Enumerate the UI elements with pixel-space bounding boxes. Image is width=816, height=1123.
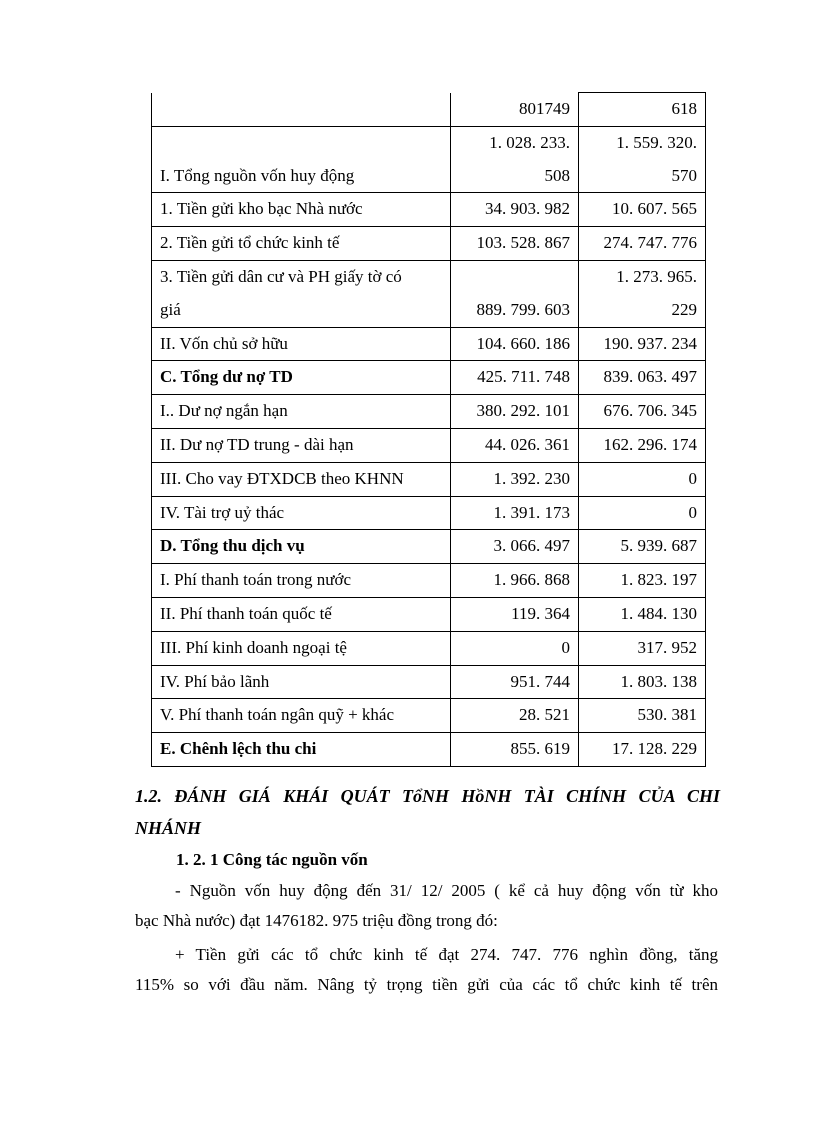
- table-row: [152, 327, 706, 361]
- table-row: [152, 530, 706, 564]
- paragraph-2-line1: + Tiền gửi các tổ chức kinh tế đạt 274. 747. 776 nghìn đồng, tăng: [175, 945, 718, 964]
- value-2004: [451, 93, 579, 127]
- value-2005-text: 0: [688, 502, 697, 522]
- row-label: [152, 665, 451, 699]
- row-label-text: III. Cho vay ĐTXDCB theo KHNN: [160, 468, 404, 488]
- value-2004-text: 951. 744: [510, 671, 570, 691]
- value-2004-text: 28. 521: [519, 705, 570, 725]
- value-2004: [451, 428, 579, 462]
- value-2004: [451, 699, 579, 733]
- value-2005-text: 530. 381: [637, 705, 697, 725]
- value-2004-text: 380. 292. 101: [476, 401, 570, 421]
- value-2005: [579, 699, 706, 733]
- value-2004-text: 3. 066. 497: [493, 536, 570, 556]
- subsection-heading: 1. 2. 1 Công tác nguồn vốn: [176, 850, 368, 869]
- row-label: [152, 361, 451, 395]
- table-row: [152, 631, 706, 665]
- table-row: [152, 665, 706, 699]
- table-row: [152, 227, 706, 261]
- row-label-line2: giá: [160, 299, 181, 319]
- value-2004: [451, 564, 579, 598]
- value-2005-text: 5. 939. 687: [620, 536, 697, 556]
- value-2004-text: 119. 364: [511, 603, 570, 623]
- value-2005-line2: 229: [671, 299, 697, 319]
- paragraph-2: [135, 940, 718, 1000]
- row-label-text: III. Phí kinh doanh ngoại tệ: [160, 637, 347, 657]
- row-label-text: IV. Tài trợ uỷ thác: [160, 502, 285, 522]
- value-2005-text: 274. 747. 776: [603, 233, 697, 253]
- row-label: [152, 227, 451, 261]
- value-2004: [451, 733, 579, 767]
- value-2005-text: 0: [688, 468, 697, 488]
- row-label: [152, 126, 451, 193]
- row-label: [152, 733, 451, 767]
- value-2005-text: 17. 128. 229: [612, 739, 697, 759]
- section-heading-line2: NHÁNH: [135, 818, 202, 838]
- value-2005-text: 317. 952: [637, 637, 697, 657]
- row-label-text: C. Tổng dư nợ TD: [160, 367, 293, 387]
- value-2005: [579, 597, 706, 631]
- value-2004-text: 0: [561, 637, 570, 657]
- table-row: [152, 395, 706, 429]
- value-2005: [579, 564, 706, 598]
- value-2005: [579, 428, 706, 462]
- paragraph-1-line1: - Nguồn vốn huy động đến 31/ 12/ 2005 ( kể cả huy động vốn từ kho: [175, 881, 718, 900]
- row-label-line1: 3. Tiền gửi dân cư và PH giấy tờ có: [160, 266, 402, 286]
- row-label: [152, 193, 451, 227]
- value-2004: [451, 361, 579, 395]
- section-heading-line1: 1.2. ĐÁNH GIÁ KHÁI QUÁT TổNH HồNH TÀI CHÍNH CỦA CHI: [135, 786, 720, 806]
- row-label-text: D. Tổng thu dịch vụ: [160, 536, 305, 556]
- paragraph-1-line2: bạc Nhà nước) đạt 1476182. 975 triệu đồng trong đó:: [135, 911, 498, 930]
- value-2004: [451, 530, 579, 564]
- row-label: [152, 260, 451, 327]
- value-2005-line1: 1. 273. 965.: [616, 266, 697, 286]
- value-2004: [451, 631, 579, 665]
- row-label-text: II. Vốn chủ sở hữu: [160, 333, 288, 353]
- table-row: [152, 564, 706, 598]
- table-row: [152, 260, 706, 327]
- value-2005: [579, 395, 706, 429]
- row-label: [152, 395, 451, 429]
- table-row: [152, 361, 706, 395]
- row-label: [152, 428, 451, 462]
- value-2005-text: 676. 706. 345: [603, 401, 697, 421]
- value-2005-text: 190. 937. 234: [603, 333, 697, 353]
- value-2004: [451, 260, 579, 327]
- table-row: [152, 496, 706, 530]
- value-2004: [451, 126, 579, 193]
- row-label: [152, 530, 451, 564]
- row-label: [152, 93, 451, 127]
- value-2004: [451, 496, 579, 530]
- value-2004-line1: 1. 028. 233.: [489, 132, 570, 152]
- table-row: [152, 462, 706, 496]
- row-label: [152, 597, 451, 631]
- row-label-text: I.. Dư nợ ngắn hạn: [160, 401, 288, 421]
- paragraph-1: [135, 876, 718, 936]
- value-2004: [451, 462, 579, 496]
- value-2004: [451, 395, 579, 429]
- value-2005-text: 1. 484. 130: [620, 603, 697, 623]
- value-2005: [579, 665, 706, 699]
- row-label: [152, 496, 451, 530]
- value-2004-text: 103. 528. 867: [476, 233, 570, 253]
- value-2005-line2: 570: [671, 165, 697, 185]
- value-2004-text: 1. 392. 230: [493, 468, 570, 488]
- value-2004-text: 104. 660. 186: [476, 333, 570, 353]
- value-2005-text: 10. 607. 565: [612, 199, 697, 219]
- value-2005: [579, 327, 706, 361]
- row-label-text: E. Chênh lệch thu chi: [160, 739, 317, 759]
- row-label: [152, 327, 451, 361]
- value-2004-text: 801749: [519, 99, 570, 118]
- table-row: [152, 597, 706, 631]
- row-label-text: IV. Phí bảo lãnh: [160, 671, 270, 691]
- value-2005: [579, 227, 706, 261]
- value-2004-line2: 508: [544, 165, 570, 185]
- value-2005-text: 1. 803. 138: [620, 671, 697, 691]
- value-2004: [451, 597, 579, 631]
- paragraph-2-line2: 115% so với đầu năm. Nâng tỷ trọng tiền gửi của các tổ chức kinh tế trên: [135, 975, 718, 994]
- value-2004: [451, 327, 579, 361]
- row-label: [152, 564, 451, 598]
- section-heading: [135, 780, 720, 844]
- table-row: [152, 733, 706, 767]
- row-label-text: 1. Tiền gửi kho bạc Nhà nước: [160, 199, 363, 219]
- value-2005: [579, 361, 706, 395]
- value-2005-text: 1. 823. 197: [620, 570, 697, 590]
- value-2004-text: 425. 711. 748: [477, 367, 570, 387]
- financial-table: [151, 92, 706, 767]
- row-label-text: 2. Tiền gửi tổ chức kinh tế: [160, 233, 340, 253]
- value-2004-text: 1. 391. 173: [493, 502, 570, 522]
- row-label-text: I. Phí thanh toán trong nước: [160, 570, 352, 590]
- value-2005-line1: 1. 559. 320.: [616, 132, 697, 152]
- row-label: [152, 462, 451, 496]
- value-2004-text: 34. 903. 982: [485, 199, 570, 219]
- value-2004-text: 44. 026. 361: [485, 434, 570, 454]
- row-label-text: II. Phí thanh toán quốc tế: [160, 603, 332, 623]
- value-2004: [451, 227, 579, 261]
- value-2004-text: 889. 799. 603: [476, 299, 570, 319]
- value-2004: [451, 665, 579, 699]
- value-2005-text: 618: [671, 99, 697, 118]
- row-label: [152, 631, 451, 665]
- table-row: [152, 699, 706, 733]
- table-row: [152, 126, 706, 193]
- value-2005-text: 162. 296. 174: [603, 434, 697, 454]
- table-row: [152, 93, 706, 127]
- table-row: [152, 428, 706, 462]
- row-label-text: I. Tổng nguồn vốn huy động: [160, 165, 355, 185]
- value-2005: [579, 126, 706, 193]
- value-2005: [579, 260, 706, 327]
- value-2005: [579, 631, 706, 665]
- value-2005: [579, 93, 706, 127]
- value-2004: [451, 193, 579, 227]
- value-2005: [579, 530, 706, 564]
- value-2005: [579, 193, 706, 227]
- value-2004-text: 855. 619: [510, 739, 570, 759]
- row-label: [152, 699, 451, 733]
- row-label-text: V. Phí thanh toán ngân quỹ + khác: [160, 705, 395, 725]
- value-2004-text: 1. 966. 868: [493, 570, 570, 590]
- row-label-text: II. Dư nợ TD trung - dài hạn: [160, 434, 354, 454]
- value-2005: [579, 462, 706, 496]
- value-2005: [579, 733, 706, 767]
- value-2005-text: 839. 063. 497: [603, 367, 697, 387]
- value-2005: [579, 496, 706, 530]
- table-row: [152, 193, 706, 227]
